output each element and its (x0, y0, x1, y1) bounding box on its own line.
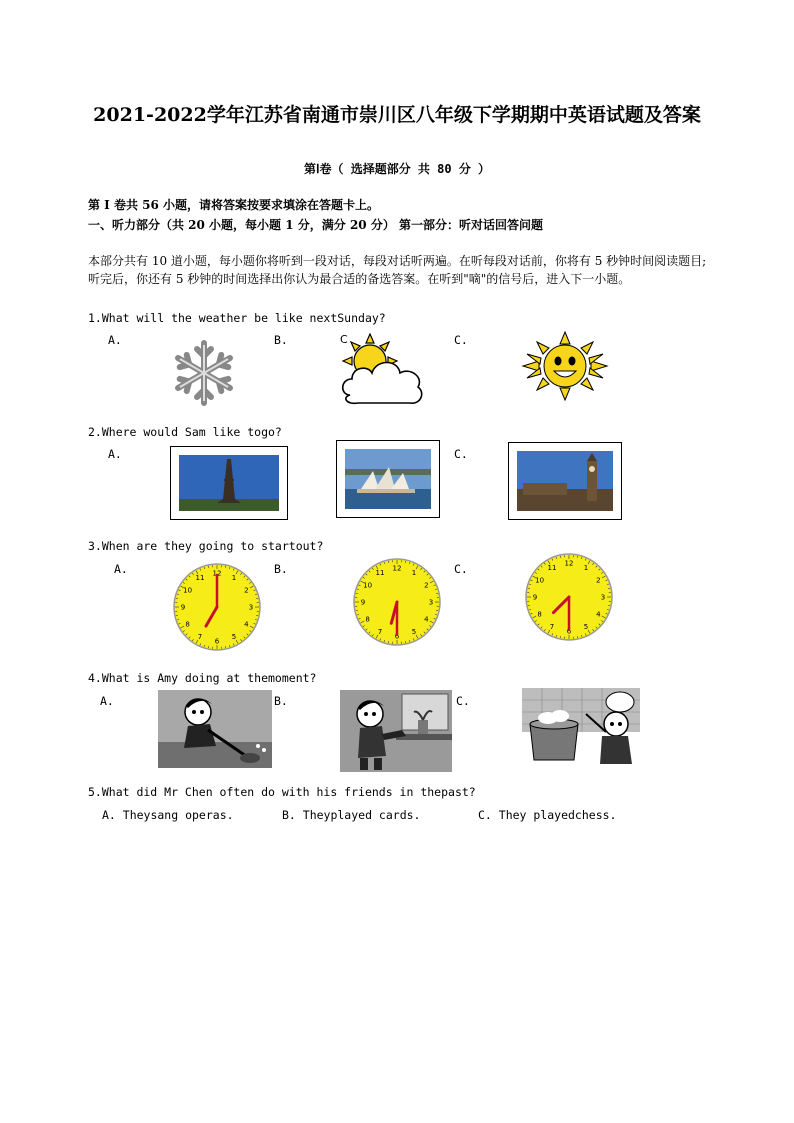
svg-text:9: 9 (532, 593, 538, 602)
svg-text:5: 5 (583, 622, 589, 631)
svg-text:11: 11 (195, 574, 205, 583)
girl-watering-plant-image (340, 690, 452, 772)
q4-option-c[interactable]: C. (456, 694, 470, 708)
svg-text:6: 6 (214, 637, 220, 646)
clock-seven-icon (170, 562, 264, 652)
girl-cooking-image (522, 688, 640, 764)
eiffel-tower-photo (170, 446, 288, 520)
smiling-sun-icon (520, 330, 610, 402)
svg-text:7: 7 (549, 622, 555, 631)
q3-option-c[interactable]: C. (454, 562, 468, 576)
svg-text:10: 10 (363, 581, 373, 590)
svg-text:5: 5 (231, 632, 237, 641)
q1-option-c[interactable]: C. (454, 333, 468, 347)
question-1: 1.What will the weather be like nextSunday? (88, 311, 386, 325)
page-title: 2021-2022学年江苏省南通市崇川区八年级下学期期中英语试题及答案 (93, 104, 701, 126)
question-5: 5.What did Mr Chen often do with his friends in thepast? (88, 785, 476, 799)
question-4: 4.What is Amy doing at themoment? (88, 671, 317, 685)
svg-text:2: 2 (244, 586, 249, 595)
q1-option-a[interactable]: A. (108, 333, 122, 347)
svg-text:1: 1 (411, 569, 417, 578)
instruction-line-2: 一、听力部分（共 20 小题，每小题 1 分，满分 20 分） 第一部分：听对话回答问题 (88, 218, 543, 232)
q2-option-c[interactable]: C. (454, 447, 468, 461)
svg-text:12: 12 (392, 564, 402, 573)
svg-text:5: 5 (411, 627, 417, 636)
svg-text:7: 7 (197, 632, 203, 641)
q5-option-c[interactable]: C. They playedchess. (478, 808, 617, 822)
question-3: 3.When are they going to startout? (88, 539, 324, 553)
svg-text:1: 1 (583, 564, 589, 573)
svg-text:12: 12 (212, 569, 222, 578)
svg-text:8: 8 (537, 610, 542, 619)
svg-text:2: 2 (424, 581, 429, 590)
svg-text:4: 4 (596, 610, 601, 619)
svg-text:2: 2 (596, 576, 601, 585)
svg-text:6: 6 (394, 632, 400, 641)
snowflake-icon (162, 338, 246, 408)
svg-text:8: 8 (365, 615, 370, 624)
svg-text:4: 4 (244, 620, 249, 629)
svg-text:6: 6 (566, 627, 572, 636)
instruction-paragraph: 本部分共有 10 道小题，每小题你将听到一段对话，每段对话听两遍。在听每段对话前，你将有 5 秒钟时间阅读题目;听完后，你还有 5 秒钟的时间选择出你认为最合适的备选答案。在听到"嘀"的信号后，进入下一小题。 (88, 254, 707, 286)
svg-text:C: C (340, 333, 348, 346)
q1-option-b[interactable]: B. (274, 333, 288, 347)
svg-text:12: 12 (564, 559, 574, 568)
q5-option-a[interactable]: A. Theysang operas. (102, 808, 234, 822)
clock-seven-thirty-icon (522, 552, 616, 642)
q2-option-a[interactable]: A. (108, 447, 122, 461)
svg-text:3: 3 (600, 593, 606, 602)
q4-option-b[interactable]: B. (274, 694, 288, 708)
instruction-line-1: 第 I 卷共 56 小题，请将答案按要求填涂在答题卡上。 (88, 198, 380, 212)
svg-text:3: 3 (248, 603, 254, 612)
section-subtitle: 第Ⅰ卷（ 选择题部分 共 80 分 ） (303, 162, 491, 176)
svg-text:4: 4 (424, 615, 429, 624)
girl-sweeping-image (158, 690, 272, 768)
svg-text:11: 11 (547, 564, 557, 573)
sydney-opera-house-photo (336, 440, 440, 518)
q3-option-b[interactable]: B. (274, 562, 288, 576)
sun-cloud-icon (336, 333, 428, 409)
q3-option-a[interactable]: A. (114, 562, 128, 576)
big-ben-photo (508, 442, 622, 520)
svg-text:7: 7 (377, 627, 383, 636)
svg-text:9: 9 (180, 603, 186, 612)
svg-text:10: 10 (535, 576, 545, 585)
svg-text:9: 9 (360, 598, 366, 607)
svg-text:1: 1 (231, 574, 237, 583)
clock-six-thirty-icon (350, 557, 444, 647)
q4-option-a[interactable]: A. (100, 694, 114, 708)
question-2: 2.Where would Sam like togo? (88, 425, 282, 439)
q5-option-b[interactable]: B. Theyplayed cards. (282, 808, 421, 822)
svg-text:11: 11 (375, 569, 385, 578)
svg-text:8: 8 (185, 620, 190, 629)
svg-text:3: 3 (428, 598, 434, 607)
svg-text:10: 10 (183, 586, 193, 595)
